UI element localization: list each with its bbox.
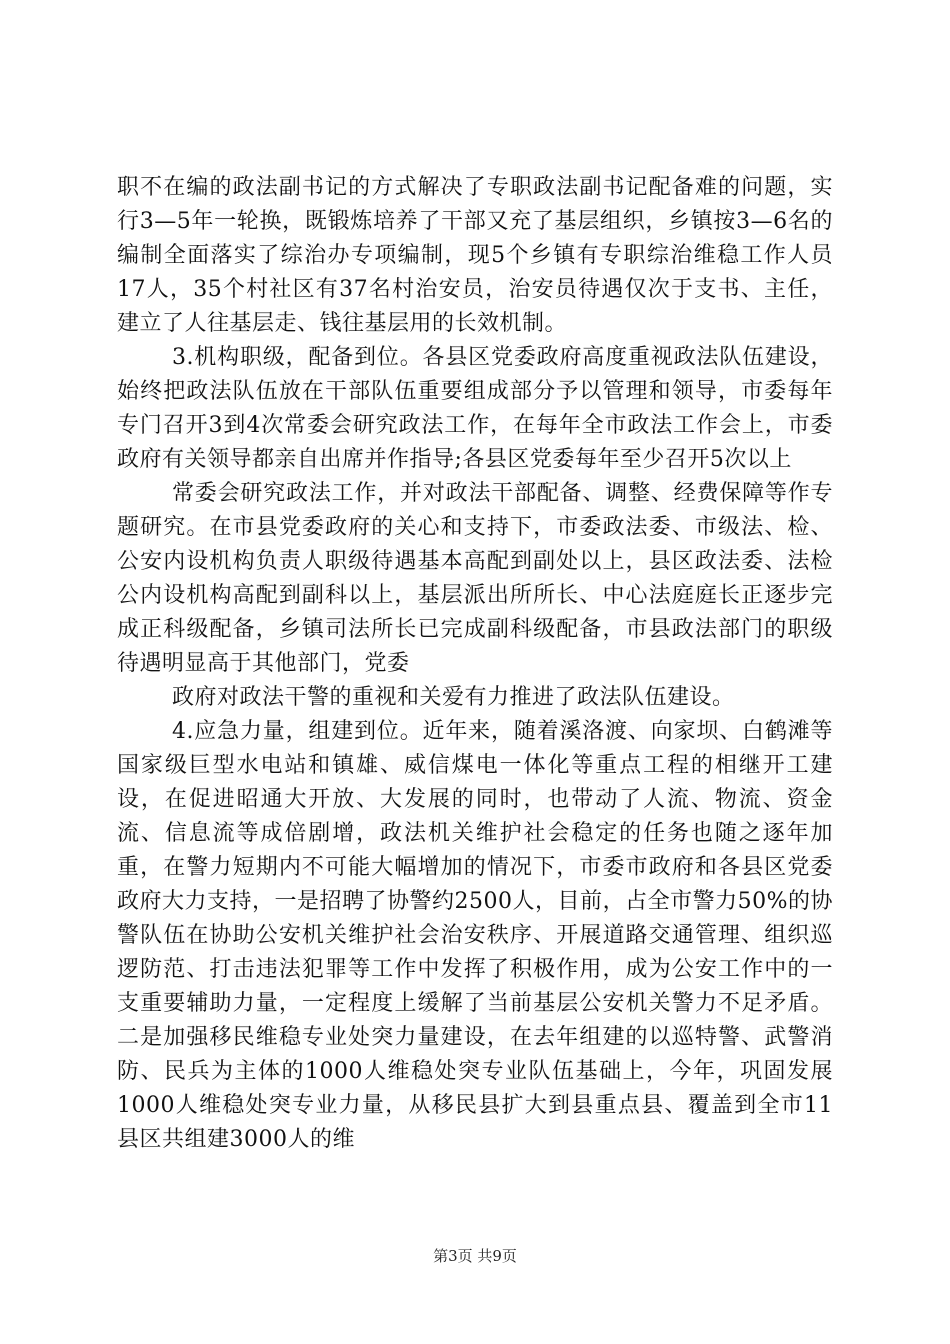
- page-footer: [0, 1245, 950, 1266]
- page-number-label: 第3页 共9页: [433, 1247, 517, 1265]
- paragraph-3: 常委会研究政法工作，并对政法干部配备、调整、经费保障等作专题研究。在市县党委政府的关心和支持下，市委政法委、市级法、检、公安内设机构负责人职级待遇基本高配到副处以上，县区政法委、法检公内设机构高配到副科以上，基层派出所所长、中心法庭庭长正逐步完成正科级配备，乡镇司法所长已完成副科级配备，市县政法部门的职级待遇明显高于其他部门，党委: [117, 481, 833, 676]
- paragraph-4: 政府对政法干警的重视和关爱有力推进了政法队伍建设。: [172, 685, 735, 710]
- paragraph-1: 职不在编的政法副书记的方式解决了专职政法副书记配备难的问题，实行3—5年一轮换，既锻炼培养了干部又充了基层组织，乡镇按3—6名的编制全面落实了综治办专项编制，现5个乡镇有专职综治维稳工作人员17人，35个村社区有37名村治安员，治安员待遇仅次于支书、主任，建立了人往基层走、钱往基层用的长效机制。: [117, 175, 833, 336]
- paragraph-5: 4.应急力量，组建到位。近年来，随着溪洛渡、向家坝、白鹤滩等国家级巨型水电站和镇雄、威信煤电一体化等重点工程的相继开工建设，在促进昭通大开放、大发展的同时，也带动了人流、物流、资金流、信息流等成倍剧增，政法机关维护社会稳定的任务也随之逐年加重，在警力短期内不可能大幅增加的情况下，市委市政府和各县区党委政府大力支持，一是招聘了协警约2500人，目前，占全市警力50%的协警队伍在协助公安机关维护社会治安秩序、开展道路交通管理、组织巡逻防范、打击违法犯罪等工作中发挥了积极作用，成为公安工作中的一支重要辅助力量，一定程度上缓解了当前基层公安机关警力不足矛盾。二是加强移民维稳专业处突力量建设，在去年组建的以巡特警、武警消防、民兵为主体的1000人维稳处突专业队伍基础上，今年，巩固发展1000人维稳处突专业力量，从移民县扩大到县重点县、覆盖到全市11县区共组建3000人的维: [117, 719, 833, 1152]
- paragraph-2: 3.机构职级，配备到位。各县区党委政府高度重视政法队伍建设，始终把政法队伍放在干部队伍重要组成部分予以管理和领导，市委每年专门召开3到4次常委会研究政法工作，在每年全市政法工作会上，市委政府有关领导都亲自出席并作指导;各县区党委每年至少召开5次以上: [117, 345, 833, 472]
- document-body: [117, 171, 833, 1157]
